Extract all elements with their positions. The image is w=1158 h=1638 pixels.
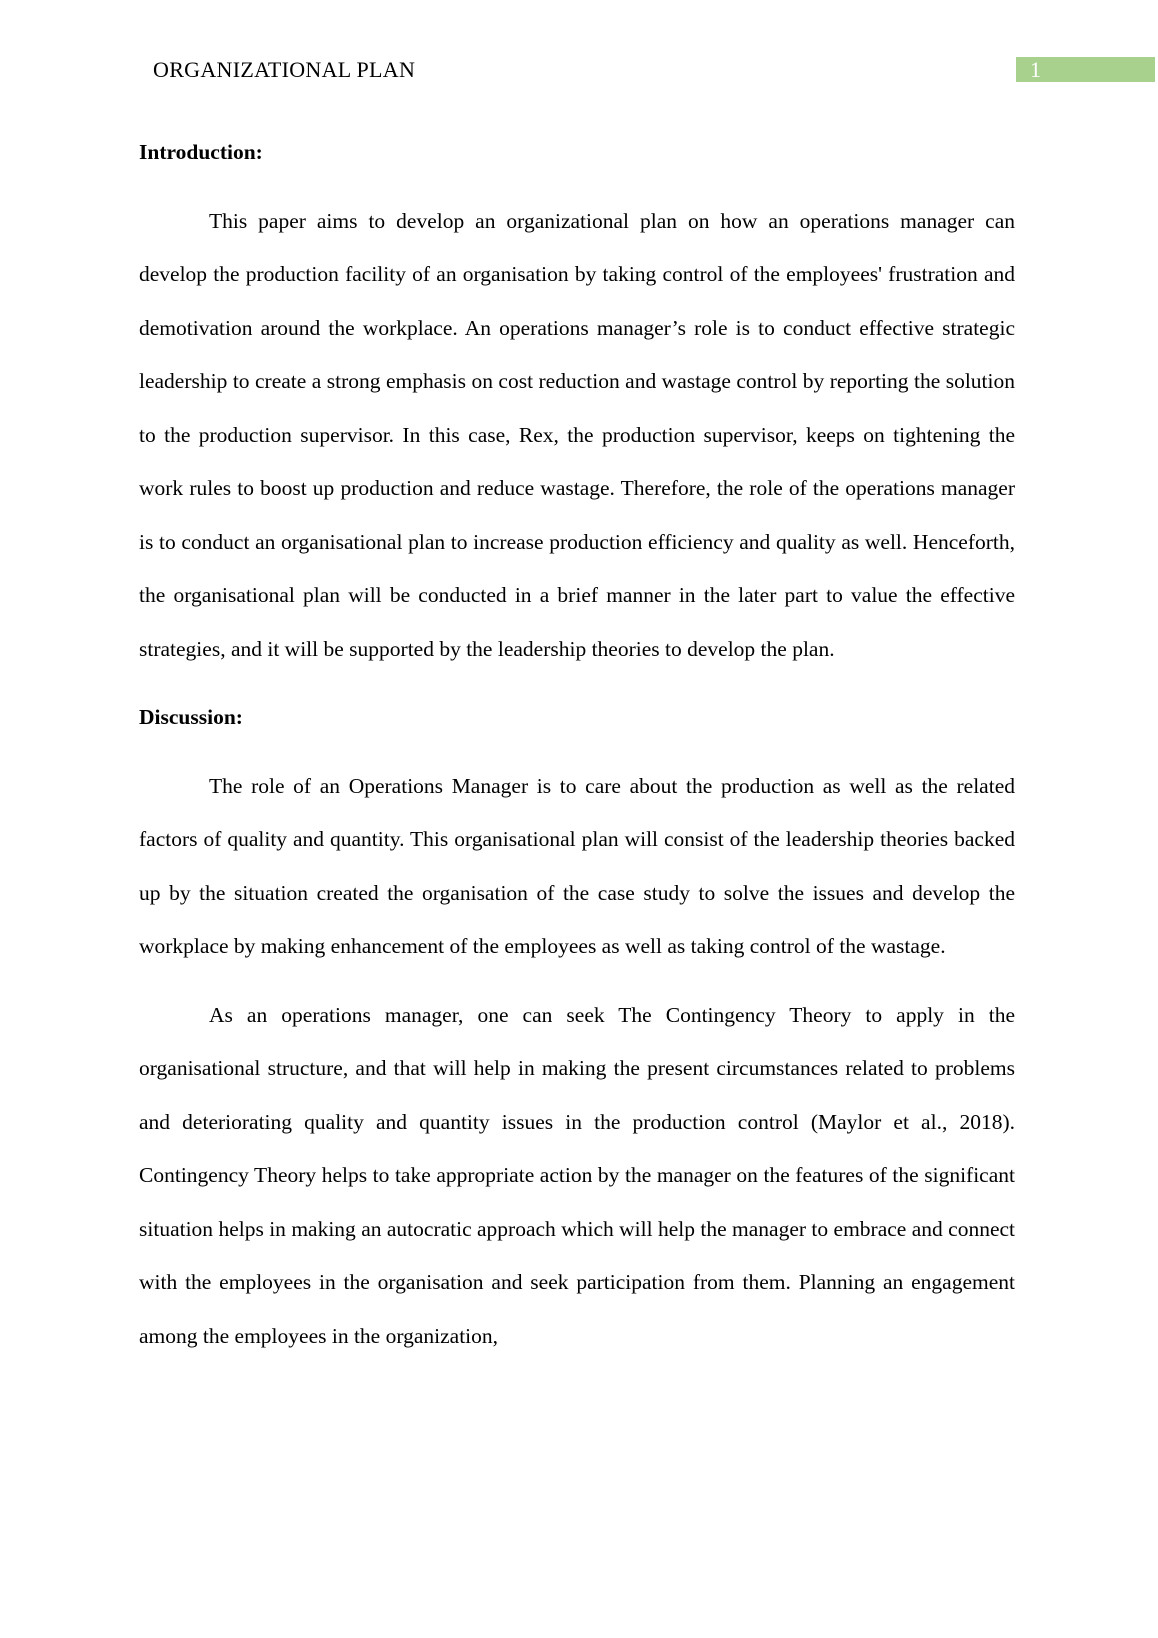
introduction-paragraph: This paper aims to develop an organizational plan on how an operations manager can develop the production facility of an organisation by taking control of the employees' frustration and demotivation around the workplace. An operations manager’s role is to conduct effective strategic leadership to create a strong emphasis on cost reduction and wastage control by reporting the solution to the production supervisor. In this case, Rex, the production supervisor, keeps on tightening the work rules to boost up production and reduce wastage. Therefore, the role of the operations manager is to conduct an organisational plan to increase production efficiency and quality as well. Henceforth, the organisational plan will be conducted in a brief manner in the later part to value the effective strategies, and it will be supported by the leadership theories to develop the plan. (139, 208, 1015, 661)
discussion-paragraph-1: The role of an Operations Manager is to care about the production as well as the related factors of quality and quantity. This organisational plan will consist of the leadership theories backed up by the situation created the organisation of the case study to solve the issues and develop the workplace by making enhancement of the employees as well as taking control of the wastage. (139, 773, 1015, 958)
page-number: 1 (1030, 57, 1041, 82)
page-number-badge (1016, 57, 1155, 82)
document-body (139, 126, 1015, 1378)
section-heading-introduction: Introduction: (139, 140, 263, 164)
discussion-paragraph-2: As an operations manager, one can seek The Contingency Theory to apply in the organisational structure, and that will help in making the present circumstances related to problems and deteriorating quality and quantity issues in the production control (Maylor et al., 2018). Contingency Theory helps to take appropriate action by the manager on the features of the significant situation helps in making an autocratic approach which will help the manager to embrace and connect with the employees in the organisation and seek participation from them. Planning an engagement among the employees in the organization, (139, 1002, 1015, 1348)
running-head: ORGANIZATIONAL PLAN (153, 57, 416, 82)
section-heading-discussion: Discussion: (139, 705, 243, 729)
